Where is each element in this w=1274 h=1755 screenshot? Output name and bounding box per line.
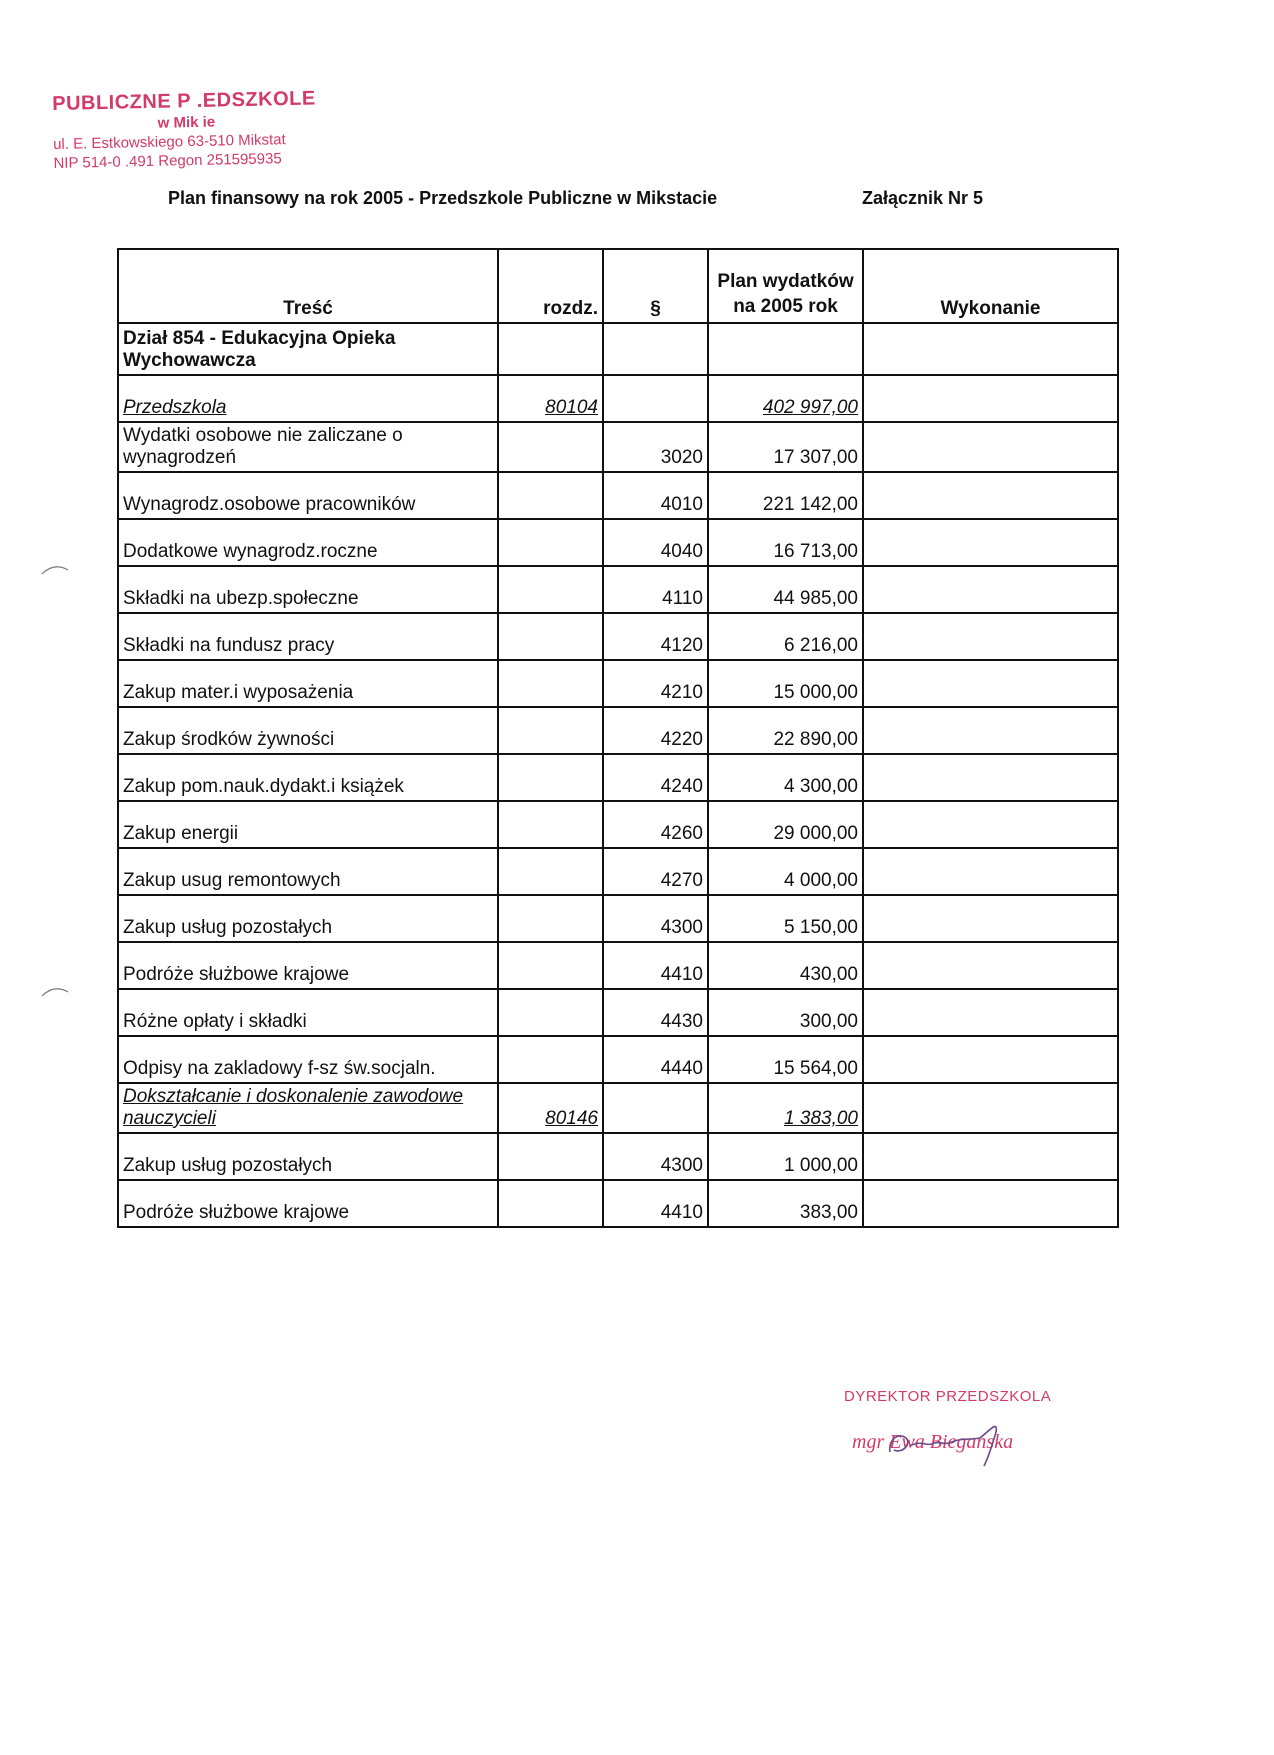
subsection-row bbox=[118, 1083, 1118, 1133]
cell-wykonanie bbox=[863, 1036, 1118, 1083]
cell-paragraph: 4260 bbox=[603, 801, 708, 848]
cell-paragraph: 4270 bbox=[603, 848, 708, 895]
header-paragraph: § bbox=[603, 249, 708, 323]
section-title: Dział 854 - Edukacyjna Opieka Wychowawcza bbox=[118, 323, 498, 375]
table-body bbox=[118, 323, 1118, 1227]
header-rozdz: rozdz. bbox=[498, 249, 603, 323]
cell-plan: 4 000,00 bbox=[708, 848, 863, 895]
header-plan: Plan wydatków na 2005 rok bbox=[708, 249, 863, 323]
cell-tresc: Zakup mater.i wyposażenia bbox=[118, 660, 498, 707]
cell-tresc: Dokształcanie i doskonalenie zawodowe nauczycieli bbox=[118, 1083, 498, 1133]
table-row bbox=[118, 613, 1118, 660]
table-row bbox=[118, 660, 1118, 707]
cell-paragraph: 4210 bbox=[603, 660, 708, 707]
cell-wykonanie bbox=[863, 989, 1118, 1036]
cell-plan: 22 890,00 bbox=[708, 707, 863, 754]
cell-rozdz: 80146 bbox=[498, 1083, 603, 1133]
cell-plan: 16 713,00 bbox=[708, 519, 863, 566]
cell-plan: 4 300,00 bbox=[708, 754, 863, 801]
handwritten-signature-icon bbox=[880, 1410, 1040, 1470]
cell-tresc: Wydatki osobowe nie zaliczane o wynagrodzeń bbox=[118, 422, 498, 472]
subsection-row bbox=[118, 375, 1118, 422]
cell-rozdz bbox=[498, 566, 603, 613]
cell-plan: 15 000,00 bbox=[708, 660, 863, 707]
cell-tresc: Przedszkola bbox=[118, 375, 498, 422]
cell-rozdz bbox=[498, 895, 603, 942]
cell-paragraph: 4440 bbox=[603, 1036, 708, 1083]
cell-tresc: Zakup pom.nauk.dydakt.i książek bbox=[118, 754, 498, 801]
table-row bbox=[118, 707, 1118, 754]
section-empty-cell bbox=[863, 323, 1118, 375]
table-row bbox=[118, 801, 1118, 848]
cell-plan: 17 307,00 bbox=[708, 422, 863, 472]
cell-rozdz bbox=[498, 848, 603, 895]
cell-wykonanie bbox=[863, 472, 1118, 519]
cell-rozdz: 80104 bbox=[498, 375, 603, 422]
cell-tresc: Podróże służbowe krajowe bbox=[118, 1180, 498, 1227]
cell-tresc: Składki na ubezp.społeczne bbox=[118, 566, 498, 613]
cell-wykonanie bbox=[863, 754, 1118, 801]
cell-rozdz bbox=[498, 989, 603, 1036]
director-title: DYREKTOR PRZEDSZKOLA bbox=[844, 1388, 1052, 1405]
section-row bbox=[118, 323, 1118, 375]
cell-wykonanie bbox=[863, 1133, 1118, 1180]
table-row bbox=[118, 848, 1118, 895]
cell-paragraph: 4040 bbox=[603, 519, 708, 566]
table-header-row bbox=[118, 249, 1118, 323]
cell-tresc: Odpisy na zakladowy f-sz św.socjaln. bbox=[118, 1036, 498, 1083]
cell-paragraph bbox=[603, 375, 708, 422]
cell-rozdz bbox=[498, 660, 603, 707]
cell-plan: 430,00 bbox=[708, 942, 863, 989]
cell-paragraph: 4110 bbox=[603, 566, 708, 613]
cell-tresc: Dodatkowe wynagrodz.roczne bbox=[118, 519, 498, 566]
cell-tresc: Zakup środków żywności bbox=[118, 707, 498, 754]
cell-plan: 15 564,00 bbox=[708, 1036, 863, 1083]
cell-plan: 6 216,00 bbox=[708, 613, 863, 660]
cell-wykonanie bbox=[863, 613, 1118, 660]
cell-plan: 300,00 bbox=[708, 989, 863, 1036]
table-row bbox=[118, 1036, 1118, 1083]
stamp-line-3: ul. E. Estkowskiego 63-510 Mikstat bbox=[52, 130, 286, 153]
table-row bbox=[118, 754, 1118, 801]
table-row bbox=[118, 566, 1118, 613]
cell-wykonanie bbox=[863, 375, 1118, 422]
cell-tresc: Zakup energii bbox=[118, 801, 498, 848]
cell-plan: 44 985,00 bbox=[708, 566, 863, 613]
cell-plan: 5 150,00 bbox=[708, 895, 863, 942]
director-name: mgr Ewa Biegańska bbox=[852, 1431, 1014, 1453]
cell-plan: 29 000,00 bbox=[708, 801, 863, 848]
cell-wykonanie bbox=[863, 519, 1118, 566]
cell-paragraph: 4010 bbox=[603, 472, 708, 519]
cell-wykonanie bbox=[863, 1180, 1118, 1227]
cell-rozdz bbox=[498, 1133, 603, 1180]
punch-mark-icon bbox=[40, 560, 72, 578]
annex-label: Załącznik Nr 5 bbox=[862, 188, 984, 208]
cell-rozdz bbox=[498, 422, 603, 472]
table-row bbox=[118, 519, 1118, 566]
cell-tresc: Podróże służbowe krajowe bbox=[118, 942, 498, 989]
document-title: Plan finansowy na rok 2005 - Przedszkole Publiczne w Mikstacie bbox=[168, 188, 718, 208]
cell-paragraph: 3020 bbox=[603, 422, 708, 472]
cell-paragraph: 4410 bbox=[603, 942, 708, 989]
cell-rozdz bbox=[498, 942, 603, 989]
cell-rozdz bbox=[498, 801, 603, 848]
financial-plan-table bbox=[117, 248, 1119, 1228]
cell-rozdz bbox=[498, 613, 603, 660]
cell-paragraph: 4240 bbox=[603, 754, 708, 801]
cell-wykonanie bbox=[863, 1083, 1118, 1133]
cell-paragraph: 4120 bbox=[603, 613, 708, 660]
cell-wykonanie bbox=[863, 895, 1118, 942]
cell-plan: 383,00 bbox=[708, 1180, 863, 1227]
table-row bbox=[118, 942, 1118, 989]
cell-wykonanie bbox=[863, 422, 1118, 472]
table-row bbox=[118, 422, 1118, 472]
cell-tresc: Zakup usług pozostałych bbox=[118, 895, 498, 942]
cell-paragraph bbox=[603, 1083, 708, 1133]
table-row bbox=[118, 1180, 1118, 1227]
table-row bbox=[118, 895, 1118, 942]
cell-rozdz bbox=[498, 1036, 603, 1083]
cell-paragraph: 4300 bbox=[603, 895, 708, 942]
stamp-line-1: PUBLICZNE P .EDSZKOLE bbox=[52, 87, 316, 115]
cell-rozdz bbox=[498, 707, 603, 754]
institution-stamp bbox=[52, 86, 317, 173]
cell-paragraph: 4220 bbox=[603, 707, 708, 754]
cell-wykonanie bbox=[863, 848, 1118, 895]
cell-plan: 1 000,00 bbox=[708, 1133, 863, 1180]
cell-rozdz bbox=[498, 519, 603, 566]
stamp-line-2: w Mik ie bbox=[157, 113, 216, 132]
cell-plan: 402 997,00 bbox=[708, 375, 863, 422]
cell-tresc: Składki na fundusz pracy bbox=[118, 613, 498, 660]
cell-wykonanie bbox=[863, 566, 1118, 613]
section-empty-cell bbox=[708, 323, 863, 375]
table-row bbox=[118, 1133, 1118, 1180]
cell-wykonanie bbox=[863, 707, 1118, 754]
table-row bbox=[118, 989, 1118, 1036]
header-wykonanie: Wykonanie bbox=[863, 249, 1118, 323]
cell-plan: 1 383,00 bbox=[708, 1083, 863, 1133]
cell-paragraph: 4430 bbox=[603, 989, 708, 1036]
cell-tresc: Zakup usług pozostałych bbox=[118, 1133, 498, 1180]
cell-wykonanie bbox=[863, 801, 1118, 848]
cell-tresc: Różne opłaty i składki bbox=[118, 989, 498, 1036]
cell-rozdz bbox=[498, 1180, 603, 1227]
section-empty-cell bbox=[603, 323, 708, 375]
cell-paragraph: 4410 bbox=[603, 1180, 708, 1227]
section-empty-cell bbox=[498, 323, 603, 375]
table-row bbox=[118, 472, 1118, 519]
cell-paragraph: 4300 bbox=[603, 1133, 708, 1180]
cell-wykonanie bbox=[863, 942, 1118, 989]
cell-tresc: Wynagrodz.osobowe pracowników bbox=[118, 472, 498, 519]
cell-rozdz bbox=[498, 754, 603, 801]
cell-tresc: Zakup usug remontowych bbox=[118, 848, 498, 895]
punch-mark-icon bbox=[40, 982, 72, 1000]
stamp-line-4: NIP 514-0 .491 Regon 251595935 bbox=[53, 149, 282, 172]
cell-plan: 221 142,00 bbox=[708, 472, 863, 519]
cell-wykonanie bbox=[863, 660, 1118, 707]
cell-rozdz bbox=[498, 472, 603, 519]
header-tresc: Treść bbox=[118, 249, 498, 323]
